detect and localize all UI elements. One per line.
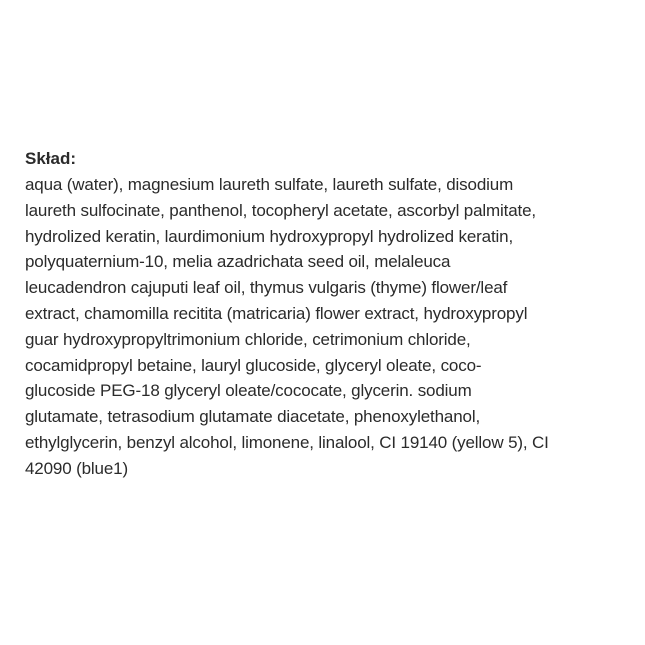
ingredients-line: aqua (water), magnesium laureth sulfate, laureth sulfate, disodium	[25, 175, 514, 194]
ingredients-text	[25, 172, 630, 482]
ingredients-line: laureth sulfocinate, panthenol, tocopheryl acetate, ascorbyl palmitate,	[25, 200, 536, 220]
ingredients-heading: Skład:	[25, 149, 77, 168]
ingredients-line: leucadendron cajuputi leaf oil, thymus vulgaris (thyme) flower/leaf	[25, 278, 508, 298]
ingredients-line: ethylglycerin, benzyl alcohol, limonene, linalool, CI 19140 (yellow 5), CI	[25, 432, 549, 452]
ingredients-line: cocamidpropyl betaine, lauryl glucoside, glyceryl oleate, coco-	[25, 355, 482, 375]
ingredients-line: guar hydroxypropyltrimonium chloride, cetrimonium chloride,	[25, 329, 471, 349]
ingredients-line: glucoside PEG-18 glyceryl oleate/cococate, glycerin. sodium	[25, 381, 472, 401]
ingredients-line: extract, chamomilla recitita (matricaria) flower extract, hydroxypropyl	[25, 303, 528, 323]
ingredients-line: glutamate, tetrasodium glutamate diacetate, phenoxylethanol,	[25, 407, 481, 427]
ingredients-line: 42090 (blue1)	[25, 458, 128, 478]
ingredients-line: hydrolized keratin, laurdimonium hydroxypropyl hydrolized keratin,	[25, 226, 514, 246]
ingredients-line: polyquaternium-10, melia azadrichata seed oil, melaleuca	[25, 252, 451, 272]
